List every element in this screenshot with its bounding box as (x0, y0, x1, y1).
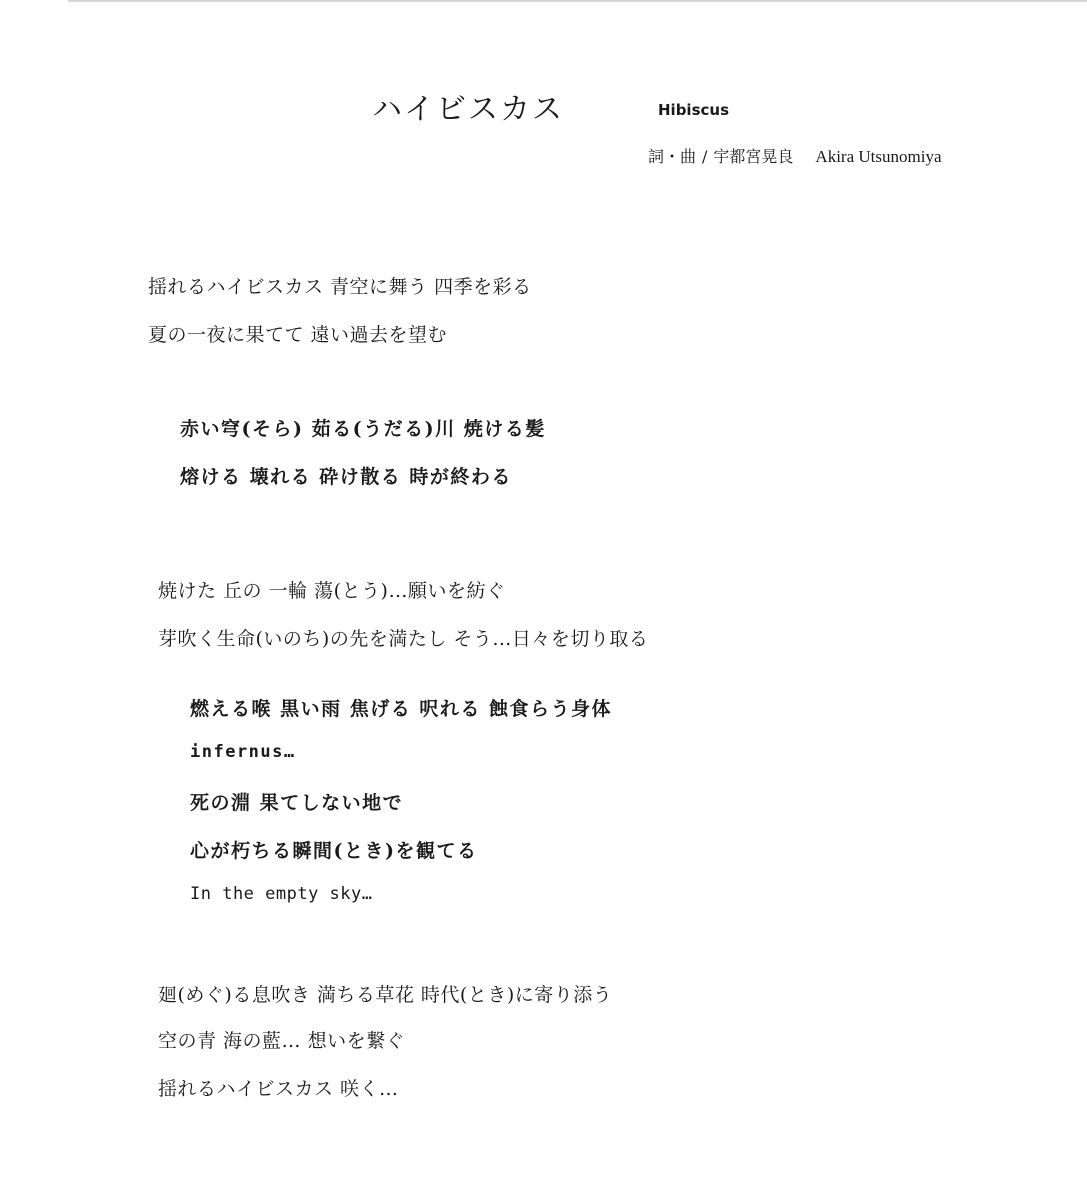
credit-line (648, 144, 942, 167)
credit-name-en: Akira Utsunomiya (815, 147, 942, 166)
song-title: ハイビスカス (372, 92, 564, 127)
credit-role: 詞・曲 (648, 147, 697, 166)
verse1-line1: 揺れるハイビスカス 青空に舞う 四季を彩る (148, 276, 532, 298)
chorus2-line1: 燃える喉 黒い雨 焦げる 呎れる 蝕食らう身体 (190, 698, 612, 720)
chorus2-line3: 死の淵 果てしない地で (190, 792, 404, 814)
credit-separator: / (702, 147, 708, 166)
verse2-line2: 芽吹く生命(いのち)の先を満たし そう…日々を切り取る (158, 628, 649, 650)
song-title-english: Hibiscus (658, 101, 730, 119)
chorus1-line1: 赤い穹(そら) 茹る(うだる)川 焼ける髪 (180, 418, 546, 440)
chorus2-line4: 心が朽ちる瞬間(とき)を観てる (190, 840, 478, 862)
verse1-line2: 夏の一夜に果てて 遠い過去を望む (148, 324, 448, 346)
chorus2-line2: infernus… (190, 742, 296, 762)
top-rule (68, 0, 1087, 2)
verse3-line1: 廻(めぐ)る息吹き 満ちる草花 時代(とき)に寄り添う (158, 984, 613, 1006)
verse3-line3: 揺れるハイビスカス 咲く… (158, 1078, 399, 1100)
verse3-line2: 空の青 海の藍… 想いを繋ぐ (158, 1030, 406, 1052)
chorus2-line5: In the empty sky… (190, 884, 373, 904)
credit-name-jp: 宇都宮晃良 (713, 147, 794, 166)
verse2-line1: 焼けた 丘の 一輪 蕩(とう)…願いを紡ぐ (158, 580, 506, 602)
chorus1-line2: 熔ける 壊れる 砕け散る 時が終わる (180, 466, 512, 488)
